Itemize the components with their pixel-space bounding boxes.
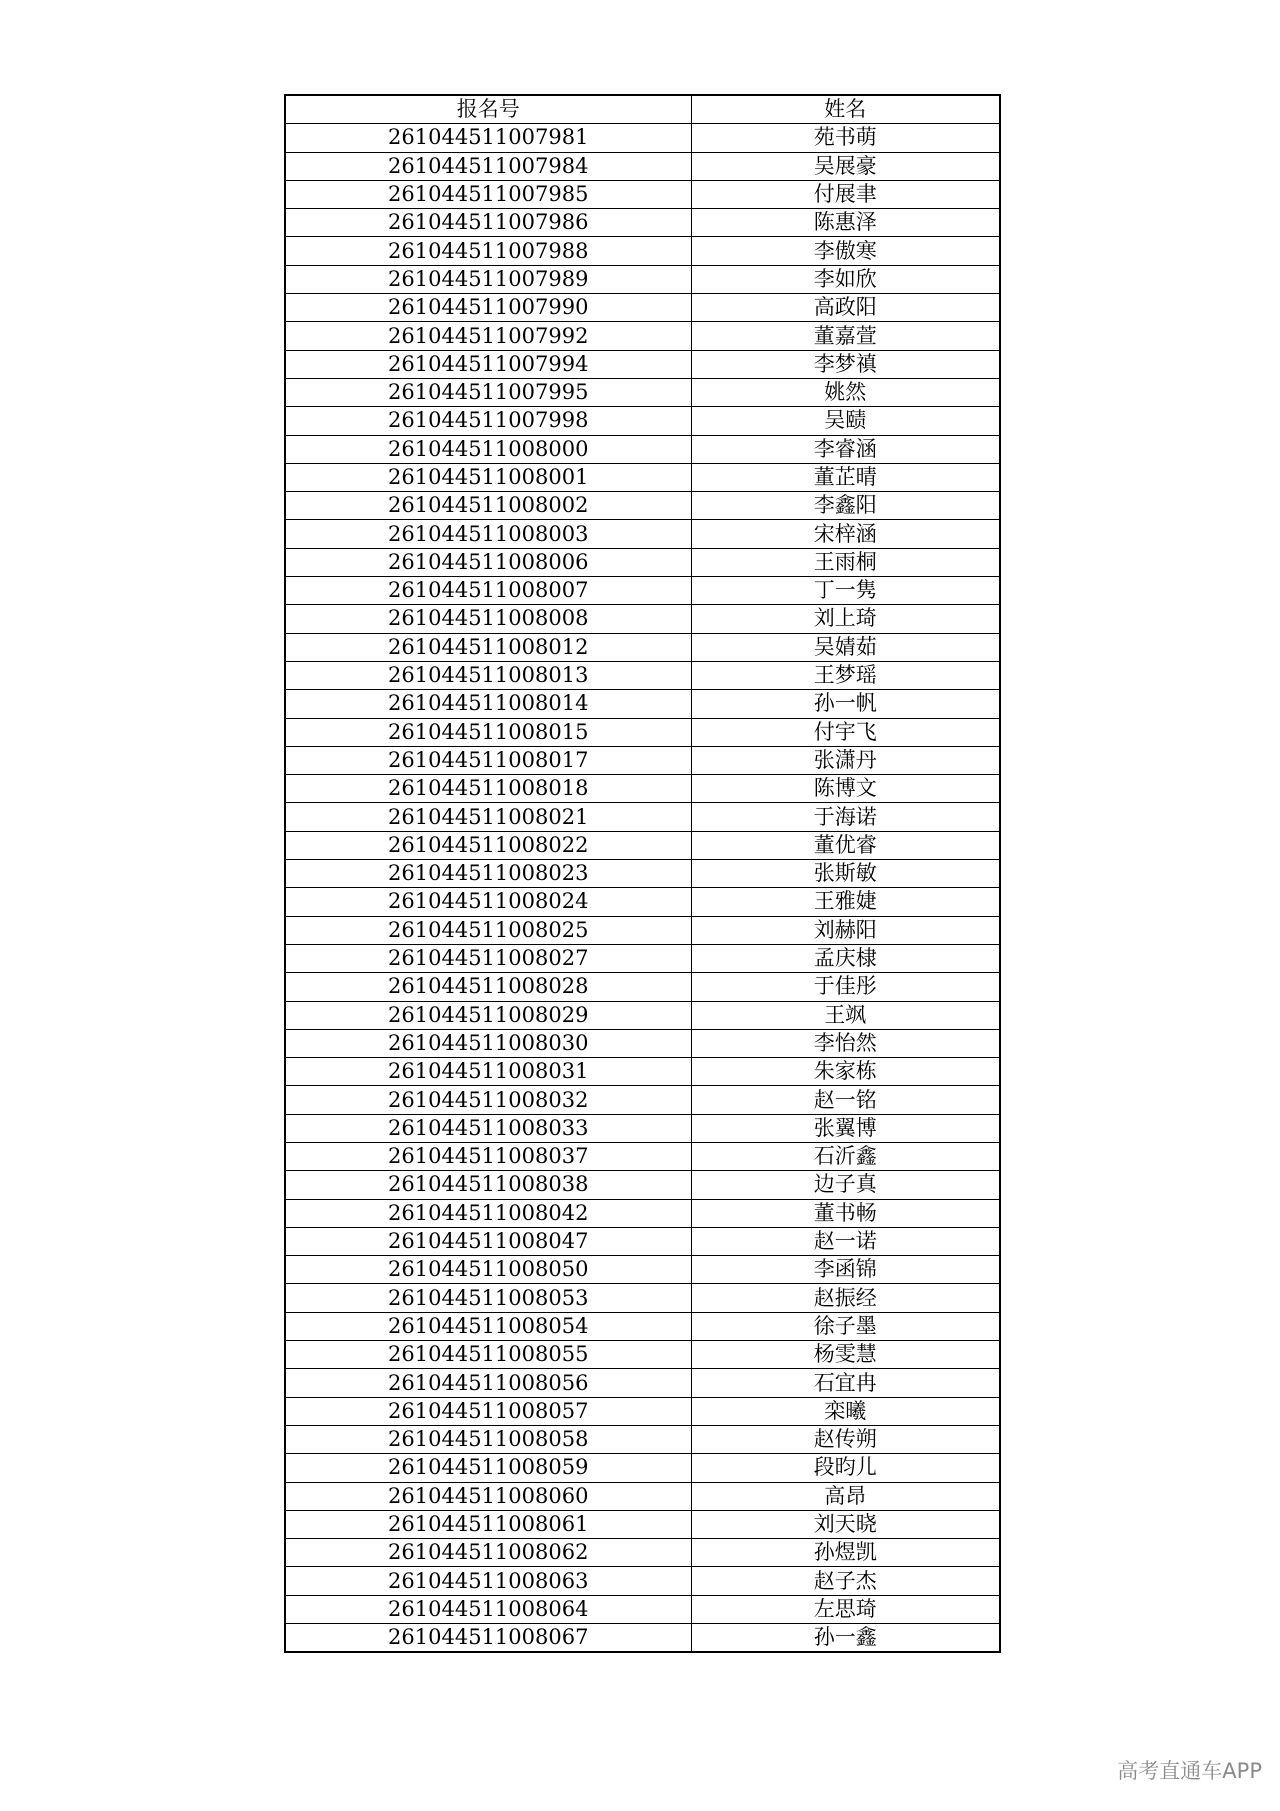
table-row [285, 1454, 1000, 1482]
cell-student-name: 张翼博 [691, 1114, 1000, 1142]
cell-student-name: 姚然 [691, 378, 1000, 406]
cell-student-name: 董优睿 [691, 831, 1000, 859]
table-row [285, 577, 1000, 605]
cell-registration-number: 261044511007985 [285, 180, 691, 208]
cell-registration-number: 261044511008021 [285, 803, 691, 831]
cell-registration-number: 261044511008023 [285, 860, 691, 888]
table-row [285, 492, 1000, 520]
cell-registration-number: 261044511008022 [285, 831, 691, 859]
table-row [285, 690, 1000, 718]
table-row [285, 1142, 1000, 1170]
table-row [285, 1369, 1000, 1397]
cell-registration-number: 261044511008017 [285, 746, 691, 774]
cell-student-name: 孟庆棣 [691, 944, 1000, 972]
cell-student-name: 高昂 [691, 1482, 1000, 1510]
table-row [285, 1510, 1000, 1538]
table-row [285, 1058, 1000, 1086]
cell-registration-number: 261044511007994 [285, 350, 691, 378]
cell-registration-number: 261044511008024 [285, 888, 691, 916]
cell-student-name: 赵一诺 [691, 1227, 1000, 1255]
table-row [285, 435, 1000, 463]
cell-registration-number: 261044511008058 [285, 1425, 691, 1453]
cell-student-name: 陈博文 [691, 775, 1000, 803]
cell-registration-number: 261044511008006 [285, 548, 691, 576]
cell-student-name: 石宜冉 [691, 1369, 1000, 1397]
table-row [285, 124, 1000, 152]
cell-student-name: 刘天晓 [691, 1510, 1000, 1538]
cell-student-name: 李梦禛 [691, 350, 1000, 378]
table-header-row [285, 95, 1000, 124]
cell-student-name: 付展聿 [691, 180, 1000, 208]
table-row [285, 1199, 1000, 1227]
cell-student-name: 左思琦 [691, 1595, 1000, 1623]
cell-registration-number: 261044511007984 [285, 152, 691, 180]
cell-registration-number: 261044511008047 [285, 1227, 691, 1255]
cell-registration-number: 261044511008055 [285, 1341, 691, 1369]
cell-student-name: 李函锦 [691, 1256, 1000, 1284]
roster-body [285, 124, 1000, 1653]
cell-student-name: 石沂鑫 [691, 1142, 1000, 1170]
table-row [285, 944, 1000, 972]
cell-registration-number: 261044511007990 [285, 294, 691, 322]
table-row [285, 1482, 1000, 1510]
table-row [285, 1114, 1000, 1142]
table-row [285, 378, 1000, 406]
table-row [285, 860, 1000, 888]
table-row [285, 803, 1000, 831]
cell-student-name: 刘赫阳 [691, 916, 1000, 944]
cell-student-name: 刘上琦 [691, 605, 1000, 633]
cell-registration-number: 261044511008061 [285, 1510, 691, 1538]
table-row [285, 775, 1000, 803]
cell-student-name: 栾曦 [691, 1397, 1000, 1425]
cell-registration-number: 261044511008037 [285, 1142, 691, 1170]
cell-registration-number: 261044511007989 [285, 265, 691, 293]
cell-student-name: 于海诺 [691, 803, 1000, 831]
cell-registration-number: 261044511008027 [285, 944, 691, 972]
table-row [285, 1425, 1000, 1453]
cell-registration-number: 261044511008063 [285, 1567, 691, 1595]
footer-watermark: 高考直通车APP [1117, 1759, 1262, 1783]
table-row [285, 1001, 1000, 1029]
cell-student-name: 陈惠泽 [691, 209, 1000, 237]
cell-registration-number: 261044511008002 [285, 492, 691, 520]
table-row [285, 916, 1000, 944]
cell-student-name: 赵子杰 [691, 1567, 1000, 1595]
cell-student-name: 张潇丹 [691, 746, 1000, 774]
cell-registration-number: 261044511008064 [285, 1595, 691, 1623]
table-row [285, 1227, 1000, 1255]
table-row [285, 661, 1000, 689]
cell-registration-number: 261044511008029 [285, 1001, 691, 1029]
table-row [285, 237, 1000, 265]
table-row [285, 407, 1000, 435]
cell-registration-number: 261044511007995 [285, 378, 691, 406]
table-row [285, 746, 1000, 774]
cell-registration-number: 261044511008018 [285, 775, 691, 803]
table-row [285, 1539, 1000, 1567]
cell-student-name: 赵传朔 [691, 1425, 1000, 1453]
table-row [285, 1312, 1000, 1340]
table-row [285, 463, 1000, 491]
cell-student-name: 吴展豪 [691, 152, 1000, 180]
table-row [285, 265, 1000, 293]
cell-student-name: 王飒 [691, 1001, 1000, 1029]
table-row [285, 973, 1000, 1001]
cell-student-name: 张斯敏 [691, 860, 1000, 888]
cell-registration-number: 261044511008033 [285, 1114, 691, 1142]
cell-registration-number: 261044511008001 [285, 463, 691, 491]
cell-registration-number: 261044511007998 [285, 407, 691, 435]
cell-student-name: 段昀儿 [691, 1454, 1000, 1482]
cell-registration-number: 261044511008050 [285, 1256, 691, 1284]
cell-registration-number: 261044511007992 [285, 322, 691, 350]
cell-student-name: 赵振经 [691, 1284, 1000, 1312]
cell-registration-number: 261044511008053 [285, 1284, 691, 1312]
table-row [285, 1029, 1000, 1057]
cell-registration-number: 261044511008031 [285, 1058, 691, 1086]
cell-student-name: 苑书萌 [691, 124, 1000, 152]
table-row [285, 633, 1000, 661]
cell-registration-number: 261044511008032 [285, 1086, 691, 1114]
cell-student-name: 孙一鑫 [691, 1624, 1000, 1653]
roster-table [284, 94, 1001, 1653]
cell-student-name: 丁一隽 [691, 577, 1000, 605]
table-row [285, 1171, 1000, 1199]
table-row [285, 152, 1000, 180]
cell-registration-number: 261044511007986 [285, 209, 691, 237]
cell-student-name: 王雨桐 [691, 548, 1000, 576]
cell-student-name: 宋梓涵 [691, 520, 1000, 548]
cell-student-name: 董嘉萱 [691, 322, 1000, 350]
table-row [285, 294, 1000, 322]
cell-student-name: 李傲寒 [691, 237, 1000, 265]
table-row [285, 1341, 1000, 1369]
cell-registration-number: 261044511008015 [285, 718, 691, 746]
cell-registration-number: 261044511008025 [285, 916, 691, 944]
cell-student-name: 孙煜凯 [691, 1539, 1000, 1567]
cell-student-name: 于佳彤 [691, 973, 1000, 1001]
cell-registration-number: 261044511008003 [285, 520, 691, 548]
table-row [285, 209, 1000, 237]
table-row [285, 1624, 1000, 1653]
table-row [285, 1567, 1000, 1595]
cell-registration-number: 261044511008060 [285, 1482, 691, 1510]
cell-registration-number: 261044511008056 [285, 1369, 691, 1397]
table-row [285, 548, 1000, 576]
cell-registration-number: 261044511007988 [285, 237, 691, 265]
cell-registration-number: 261044511008028 [285, 973, 691, 1001]
cell-registration-number: 261044511008014 [285, 690, 691, 718]
cell-student-name: 李怡然 [691, 1029, 1000, 1057]
table-row [285, 605, 1000, 633]
table-row [285, 718, 1000, 746]
cell-registration-number: 261044511008007 [285, 577, 691, 605]
cell-registration-number: 261044511008059 [285, 1454, 691, 1482]
cell-student-name: 吴赜 [691, 407, 1000, 435]
cell-student-name: 吴婧茹 [691, 633, 1000, 661]
table-row [285, 1256, 1000, 1284]
cell-registration-number: 261044511008054 [285, 1312, 691, 1340]
cell-registration-number: 261044511008042 [285, 1199, 691, 1227]
cell-student-name: 边子真 [691, 1171, 1000, 1199]
cell-registration-number: 261044511008067 [285, 1624, 691, 1653]
cell-student-name: 徐子墨 [691, 1312, 1000, 1340]
cell-registration-number: 261044511008062 [285, 1539, 691, 1567]
cell-registration-number: 261044511008012 [285, 633, 691, 661]
table-row [285, 322, 1000, 350]
cell-registration-number: 261044511008057 [285, 1397, 691, 1425]
table-row [285, 1284, 1000, 1312]
cell-registration-number: 261044511008030 [285, 1029, 691, 1057]
column-header-id: 报名号 [285, 95, 691, 124]
roster-sheet [284, 94, 999, 1653]
cell-student-name: 孙一帆 [691, 690, 1000, 718]
cell-registration-number: 261044511008038 [285, 1171, 691, 1199]
cell-student-name: 赵一铭 [691, 1086, 1000, 1114]
cell-student-name: 王梦瑶 [691, 661, 1000, 689]
cell-student-name: 高政阳 [691, 294, 1000, 322]
table-row [285, 180, 1000, 208]
cell-student-name: 李睿涵 [691, 435, 1000, 463]
table-row [285, 888, 1000, 916]
cell-registration-number: 261044511008008 [285, 605, 691, 633]
cell-registration-number: 261044511008013 [285, 661, 691, 689]
cell-student-name: 董芷晴 [691, 463, 1000, 491]
table-row [285, 831, 1000, 859]
cell-student-name: 李如欣 [691, 265, 1000, 293]
cell-student-name: 董书畅 [691, 1199, 1000, 1227]
cell-student-name: 王雅婕 [691, 888, 1000, 916]
cell-student-name: 朱家栋 [691, 1058, 1000, 1086]
table-row [285, 1086, 1000, 1114]
cell-registration-number: 261044511007981 [285, 124, 691, 152]
cell-student-name: 杨雯慧 [691, 1341, 1000, 1369]
cell-student-name: 李鑫阳 [691, 492, 1000, 520]
table-row [285, 520, 1000, 548]
column-header-name: 姓名 [691, 95, 1000, 124]
cell-student-name: 付宇飞 [691, 718, 1000, 746]
table-row [285, 350, 1000, 378]
table-row [285, 1397, 1000, 1425]
cell-registration-number: 261044511008000 [285, 435, 691, 463]
table-row [285, 1595, 1000, 1623]
